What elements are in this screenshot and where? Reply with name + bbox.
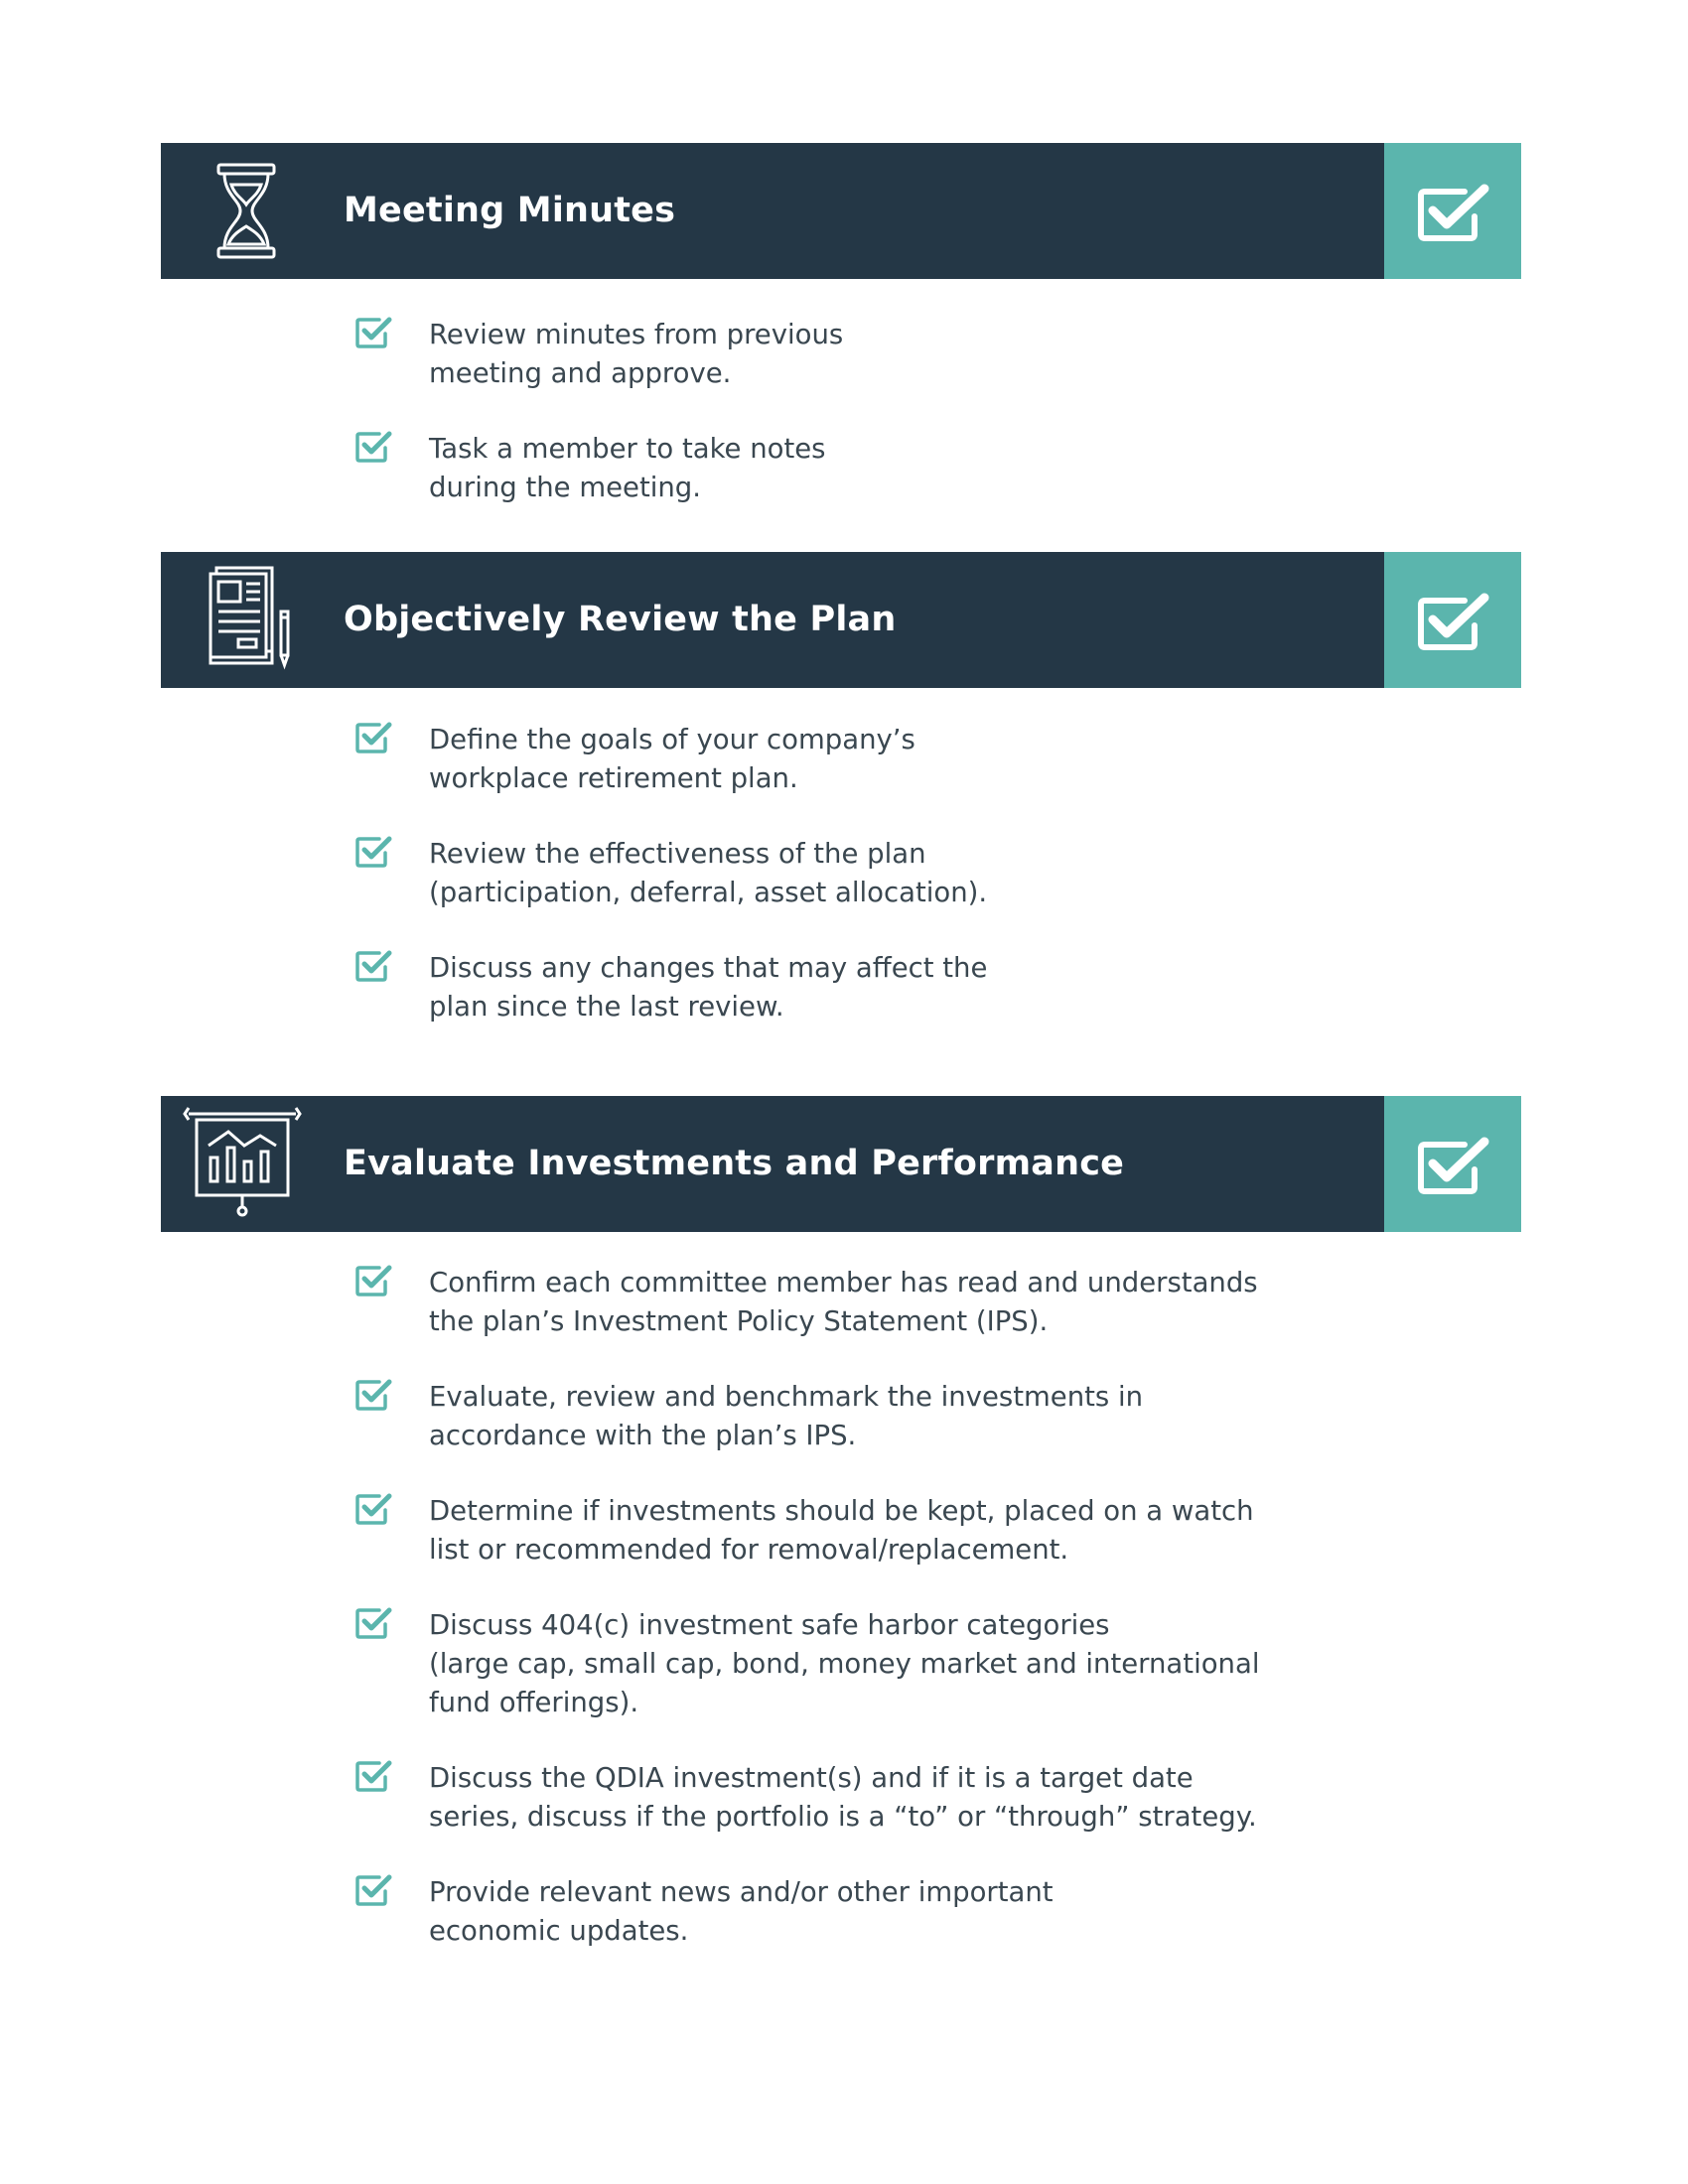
presentation-chart-icon (181, 1096, 305, 1232)
list-item (352, 1378, 1259, 1455)
list-item-text: Review the effectiveness of the plan (participation, deferral, asset allocation). (429, 838, 988, 908)
checkbox-checked-icon (354, 428, 392, 464)
checkbox-checked-icon (354, 1757, 392, 1793)
checkbox-checked-icon (354, 1871, 392, 1907)
section-title: Meeting Minutes (344, 191, 676, 230)
section-header-evaluate-investments (161, 1096, 1521, 1232)
list-item (352, 1759, 1259, 1837)
list-item-text: Define the goals of your company’s workplace retirement plan. (429, 724, 915, 794)
section-check-badge (1384, 1096, 1521, 1232)
list-item (352, 1264, 1259, 1341)
list-item (352, 949, 987, 1026)
list-item (352, 430, 843, 507)
checkbox-checked-icon (1417, 183, 1490, 242)
list-item-text: Review minutes from previous meeting and approve. (429, 319, 844, 389)
list-item (352, 835, 987, 912)
checkbox-checked-icon (354, 1376, 392, 1412)
list-item-text: Determine if investments should be kept, placed on a watch list or recommended for removal/replacement. (429, 1495, 1254, 1566)
list-item (352, 721, 987, 798)
section-title: Evaluate Investments and Performance (344, 1144, 1125, 1183)
list-item-text: Discuss any changes that may affect the plan since the last review. (429, 952, 988, 1023)
list-item (352, 1873, 1259, 1951)
list-item-text: Provide relevant news and/or other important economic updates. (429, 1876, 1054, 1947)
checkbox-checked-icon (354, 1262, 392, 1297)
section-header-meeting-minutes (161, 143, 1521, 279)
document-pencil-icon (181, 552, 305, 688)
checkbox-checked-icon (354, 833, 392, 869)
checkbox-checked-icon (354, 719, 392, 754)
checkbox-checked-icon (1417, 592, 1490, 651)
hourglass-icon (181, 143, 305, 279)
list-item-text: Task a member to take notes during the meeting. (429, 433, 826, 503)
list-item-text: Discuss 404(c) investment safe harbor categories (large cap, small cap, bond, money market and international fund offerings). (429, 1609, 1260, 1718)
checklist-review-plan (352, 721, 987, 1063)
checklist-meeting-minutes (352, 316, 843, 544)
list-item-text: Evaluate, review and benchmark the investments in accordance with the plan’s IPS. (429, 1381, 1144, 1451)
checkbox-checked-icon (354, 947, 392, 983)
checkbox-checked-icon (354, 314, 392, 349)
section-check-badge (1384, 552, 1521, 688)
list-item (352, 1606, 1259, 1722)
section-header-review-plan (161, 552, 1521, 688)
checkbox-checked-icon (354, 1604, 392, 1640)
list-item (352, 1492, 1259, 1570)
list-item-text: Confirm each committee member has read and understands the plan’s Investment Policy Statement (IPS). (429, 1267, 1258, 1337)
list-item-text: Discuss the QDIA investment(s) and if it is a target date series, discuss if the portfolio is a “to” or “through” strategy. (429, 1762, 1257, 1833)
section-title: Objectively Review the Plan (344, 600, 897, 639)
checkbox-checked-icon (1417, 1136, 1490, 1195)
checklist-evaluate-investments (352, 1264, 1259, 1987)
section-check-badge (1384, 143, 1521, 279)
list-item (352, 316, 843, 393)
checkbox-checked-icon (354, 1490, 392, 1526)
